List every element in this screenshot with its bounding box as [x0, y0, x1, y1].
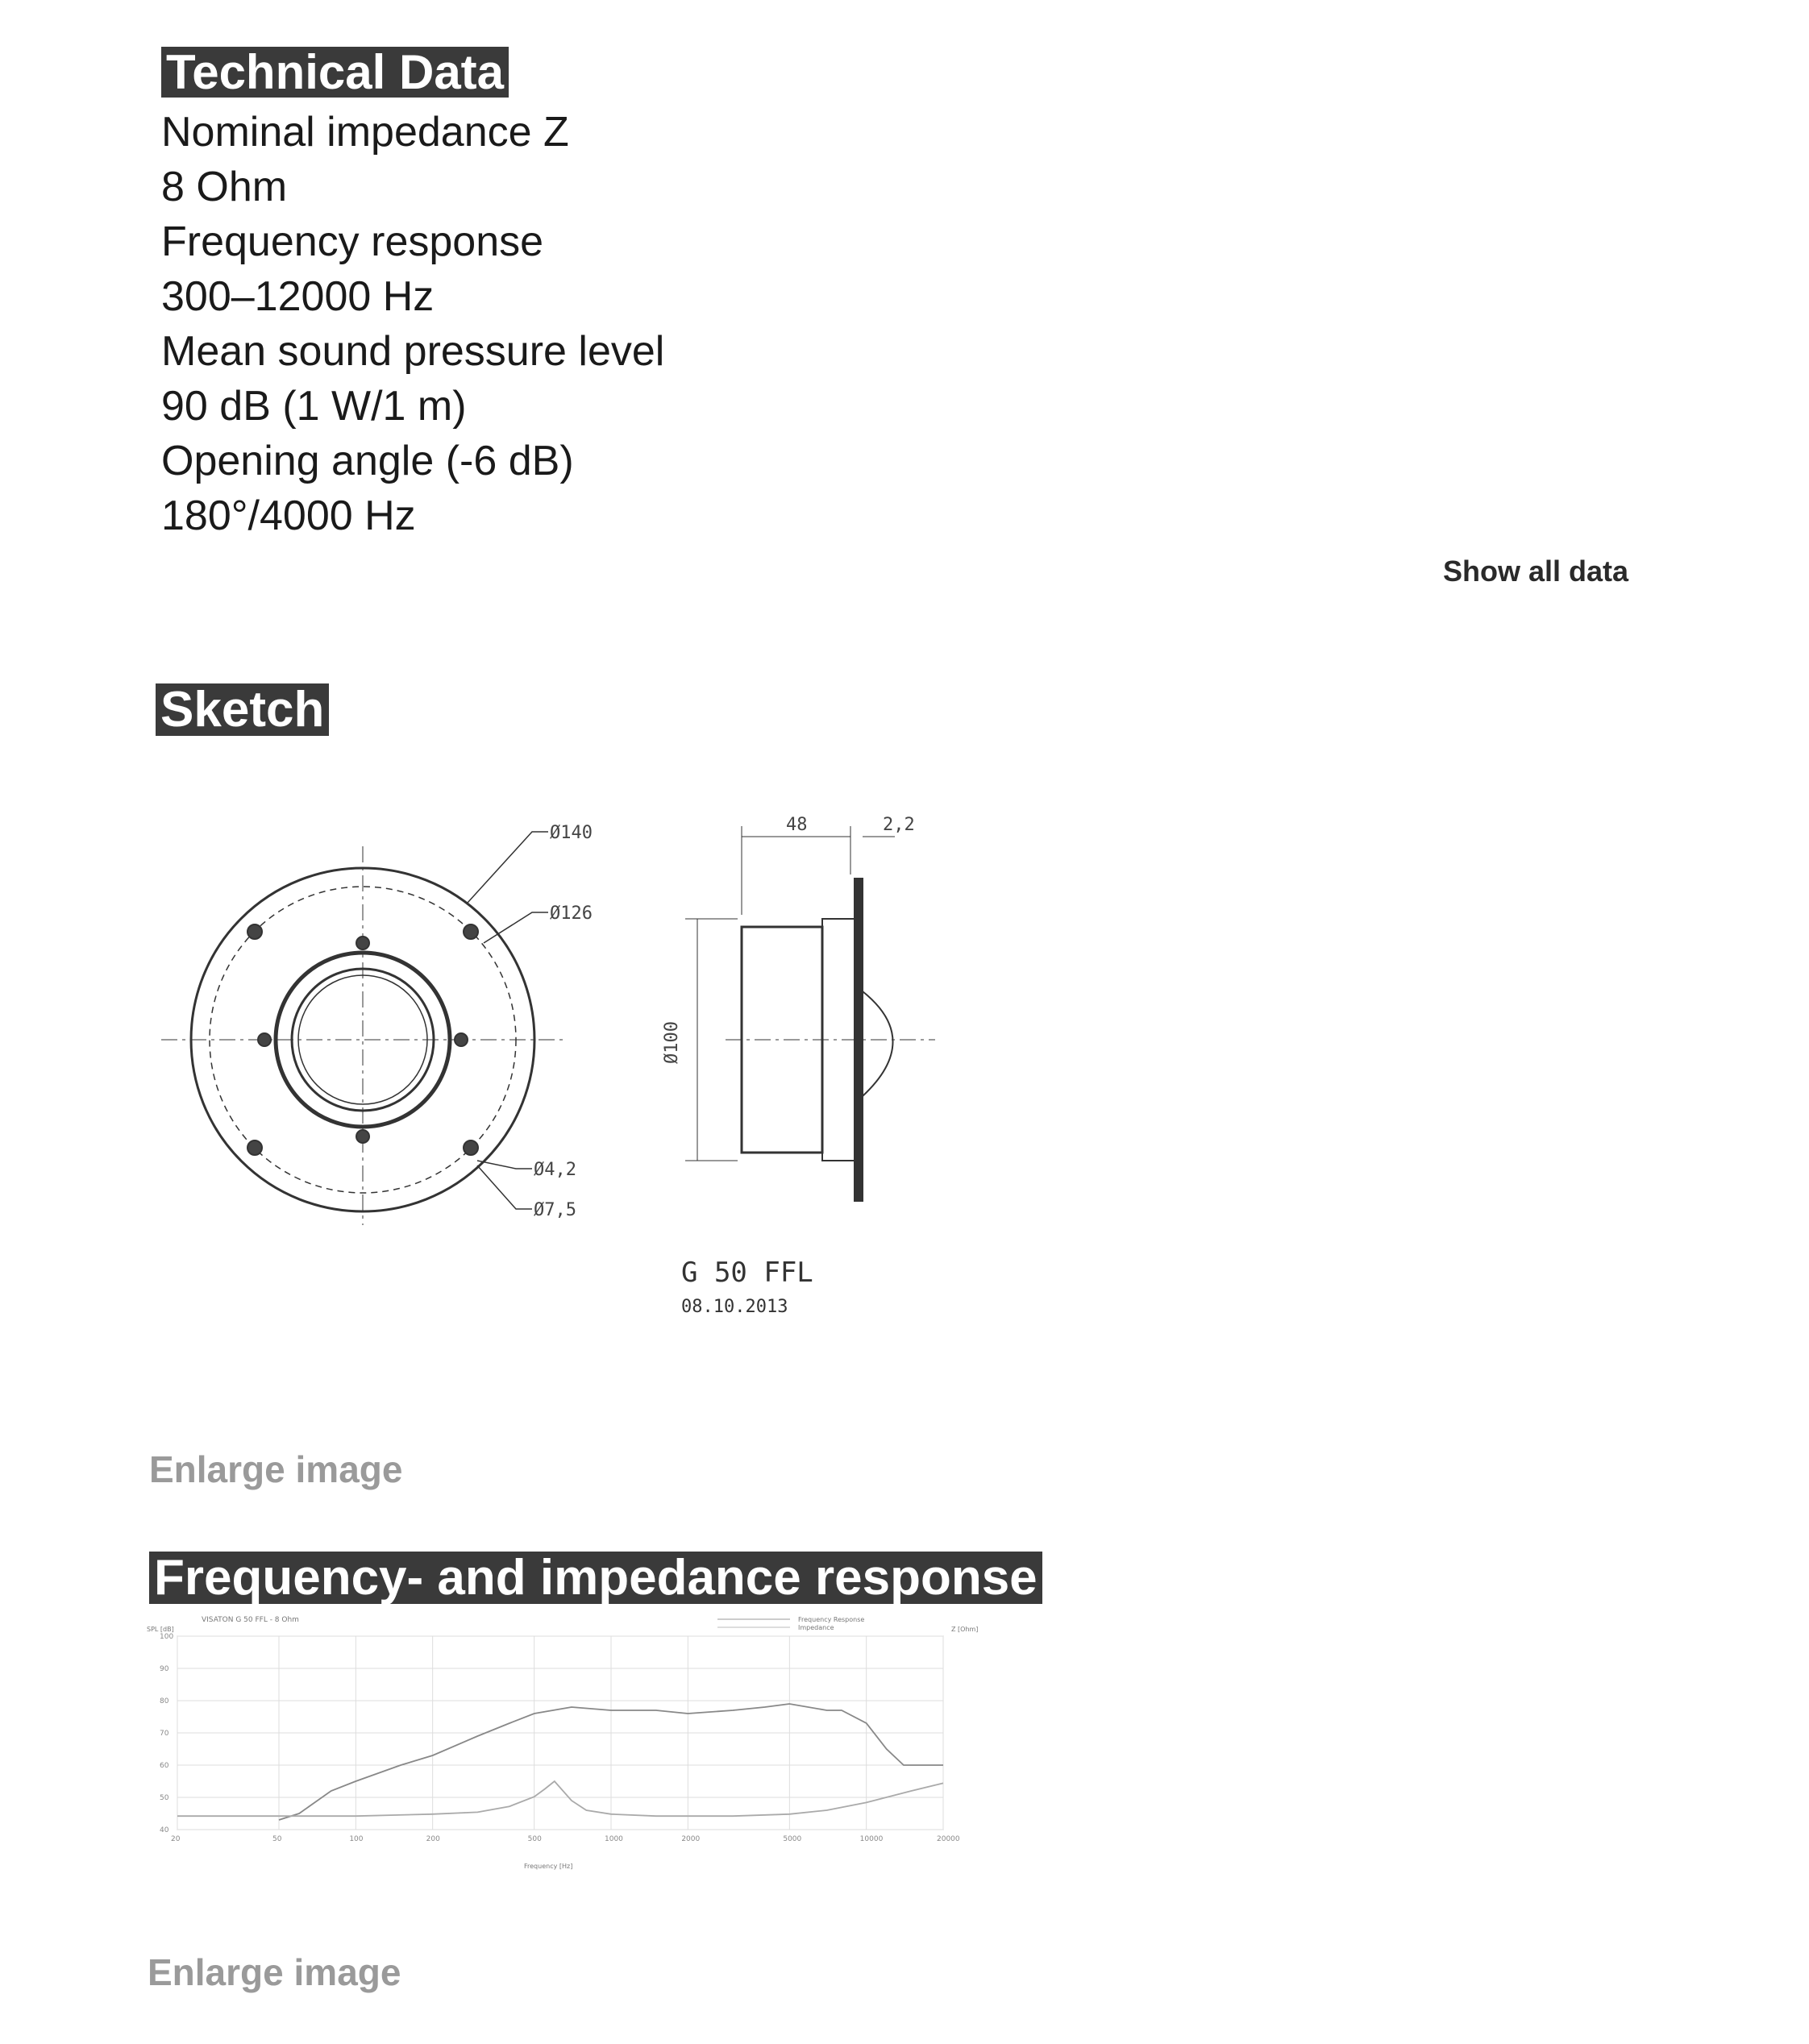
y-tick-label: 40 — [160, 1826, 169, 1834]
sketch-drawing[interactable] — [161, 774, 967, 1322]
side-dome — [863, 991, 893, 1096]
show-all-data-link[interactable]: Show all data — [1443, 555, 1629, 588]
spec-line: Mean sound pressure level — [161, 328, 665, 375]
technical-data-list — [161, 105, 664, 543]
chart-title: VISATON G 50 FFL - 8 Ohm — [202, 1616, 299, 1624]
chart-legend — [717, 1616, 864, 1631]
y-tick-label: 50 — [160, 1794, 169, 1802]
x-tick-label: 500 — [527, 1835, 542, 1843]
sketch-heading: Sketch — [156, 683, 329, 736]
side-body — [742, 927, 822, 1153]
chart-ylabel: SPL [dB] — [147, 1626, 174, 1633]
y-tick-label: 100 — [160, 1633, 174, 1641]
x-tick-label: 1000 — [605, 1835, 623, 1843]
technical-data-heading: Technical Data — [161, 47, 509, 98]
spec-line: Nominal impedance Z — [161, 109, 569, 156]
dim-hole-label: Ø4,2 — [534, 1160, 576, 1180]
dim-hole2-label: Ø7,5 — [534, 1200, 576, 1220]
date-label: 08.10.2013 — [681, 1297, 788, 1317]
dim-outer-label: Ø140 — [550, 823, 593, 843]
x-tick-label: 100 — [349, 1835, 364, 1843]
spec-line: 300–12000 Hz — [161, 273, 435, 320]
x-tick-label: 200 — [426, 1835, 440, 1843]
chart-y2label: Z [Ohm] — [951, 1626, 979, 1633]
x-tick-label: 50 — [272, 1835, 282, 1843]
x-tick-label: 20 — [171, 1835, 181, 1843]
chart-ticks — [160, 1633, 960, 1843]
dim-flange-label: 2,2 — [883, 815, 915, 835]
spec-line: 180°/4000 Hz — [161, 492, 416, 539]
y-tick-label: 80 — [160, 1697, 169, 1705]
chart-grid — [177, 1636, 943, 1830]
frequency-response-heading: Frequency- and impedance response — [149, 1552, 1042, 1604]
spec-line: 90 dB (1 W/1 m) — [161, 383, 467, 430]
x-tick-label: 20000 — [937, 1835, 960, 1843]
enlarge-image-link[interactable]: Enlarge image — [148, 1951, 401, 1993]
frequency-chart[interactable] — [145, 1612, 992, 1870]
x-tick-label: 2000 — [681, 1835, 701, 1843]
enlarge-image-link[interactable]: Enlarge image — [149, 1448, 403, 1490]
legend-impedance: Impedance — [798, 1624, 834, 1631]
model-label: G 50 FFL — [681, 1257, 813, 1289]
y-tick-label: 70 — [160, 1730, 169, 1738]
dim-height-label: Ø100 — [662, 1021, 682, 1064]
dim-depth-label: 48 — [786, 815, 808, 835]
spec-line: 8 Ohm — [161, 164, 288, 210]
spec-line: Frequency response — [161, 218, 544, 265]
chart-xlabel: Frequency [Hz] — [524, 1863, 573, 1870]
spec-line: Opening angle (-6 dB) — [161, 438, 574, 484]
x-tick-label: 5000 — [783, 1835, 802, 1843]
x-tick-label: 10000 — [859, 1835, 884, 1843]
y-tick-label: 90 — [160, 1665, 169, 1673]
y-tick-label: 60 — [160, 1762, 169, 1770]
dim-bolt-label: Ø126 — [550, 904, 593, 924]
chart-series — [177, 1704, 943, 1820]
legend-frequency: Frequency Response — [798, 1616, 865, 1623]
series-line-impedance — [177, 1781, 943, 1816]
